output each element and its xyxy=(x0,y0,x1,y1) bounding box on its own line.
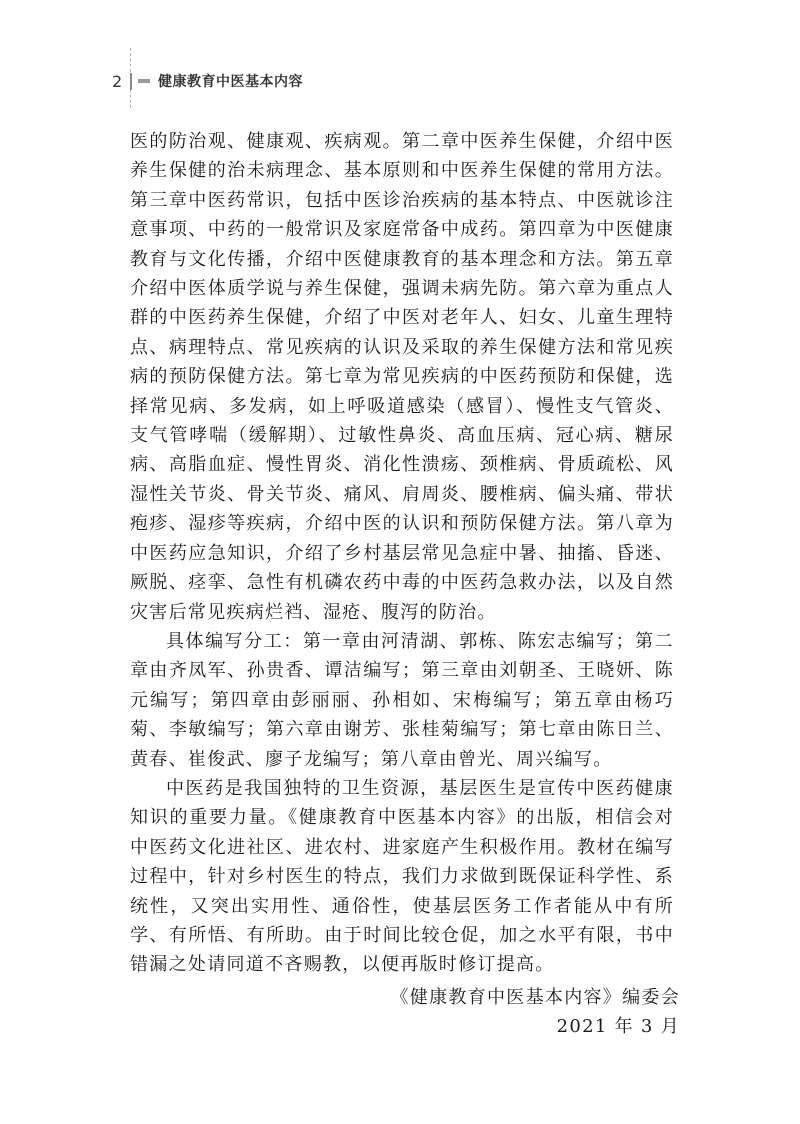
signature-committee: 《健康教育中医基本内容》编委会 xyxy=(390,987,680,1008)
signature-date: 2021 年 3 月 xyxy=(556,1016,680,1038)
running-header-title: 健康教育中医基本内容 xyxy=(158,74,303,90)
header-divider xyxy=(130,73,132,90)
header-bar-mark xyxy=(138,79,150,83)
paragraph-chapter-overview: 医的防治观、健康观、疾病观。第二章中医养生保健，介绍中医养生保健的治未病理念、基本原则和中医养生保健的常用方法。第三章中医药常识，包括中医诊治疾病的基本特点、中医就诊注意事项、中药的一般常识及家庭常备中成药。第四章为中医健康教育与文化传播，介绍中医健康教育的基本理念和方法。第五章介绍中医体质学说与养生保健，强调未病先防。第六章为重点人群的中医药养生保健，介绍了中医对老年人、妇女、儿童生理特点、病理特点、常见疾病的认识及采取的养生保健方法和常见疾病的预防保健方法。第七章为常见疾病的中医药预防和保健，选择常见病、多发病，如上呼吸道感染（感冒）、慢性支气管炎、支气管哮喘（缓解期）、过敏性鼻炎、高血压病、冠心病、糖尿病、高脂血症、慢性胃炎、消化性溃疡、颈椎病、骨质疏松、风湿性关节炎、骨关节炎、痛风、肩周炎、腰椎病、偏头痛、带状疱疹、湿疹等疾病，介绍中医的认识和预防保健方法。第八章为中医药应急知识，介绍了乡村基层常见急症中暑、抽搐、昏迷、厥脱、痉挛、急性有机磷农药中毒的中医药急救办法，以及自然灾害后常见疾病烂裆、湿疮、腹泻的防治。 xyxy=(130,131,674,623)
paragraph-closing-remarks: 中医药是我国独特的卫生资源，基层医生是宣传中医药健康知识的重要力量。《健康教育中医基本内容》的出版，相信会对中医药文化进社区、进农村、进家庭产生积极作用。教材在编写过程中，针对乡村医生的特点，我们力求做到既保证科学性、系统性，又突出实用性、通俗性，使基层医务工作者能从中有所学、有所悟、有所助。由于时间比较仓促，加之水平有限，书中错漏之处请同道不吝赐教，以便再版时修订提高。 xyxy=(130,777,674,976)
page-number: 2 xyxy=(112,71,123,91)
paragraph-author-assignments: 具体编写分工：第一章由河清湖、郭栋、陈宏志编写；第二章由齐凤军、孙贵香、谭洁编写；第三章由刘朝圣、王晓妍、陈元编写；第四章由彭丽丽、孙相如、宋梅编写；第五章由杨巧菊、李敏编写；第六章由谢芳、张桂菊编写；第七章由陈日兰、黄春、崔俊武、廖子龙编写；第八章由曾光、周兴编写。 xyxy=(130,630,674,770)
running-header xyxy=(112,70,303,92)
signature-block xyxy=(120,983,680,1042)
body-text xyxy=(130,127,674,980)
